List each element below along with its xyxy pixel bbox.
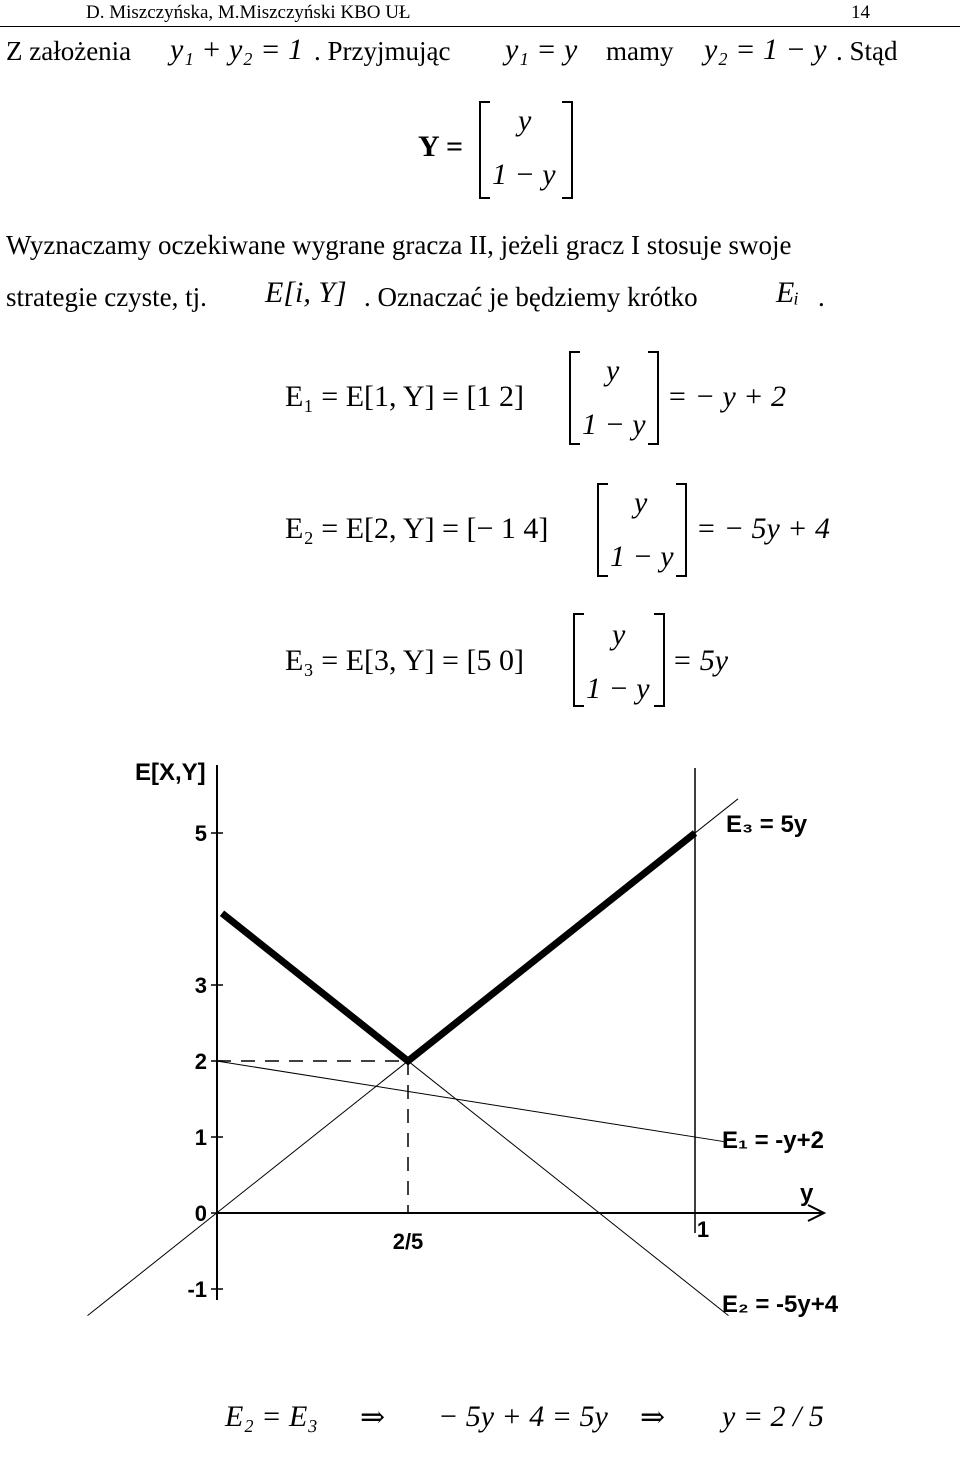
x-tick-label: 2/5 (392, 1229, 424, 1254)
legend-e3: E₃ = 5y (726, 811, 808, 838)
y-tick-label: 3 (194, 973, 207, 998)
eq-e3-vector-bottom: 1 − y (586, 672, 650, 705)
y-tick-label: 2 (194, 1049, 207, 1074)
eq-e1-vector-bottom: 1 − y (582, 408, 646, 441)
matrix-y-lhs: Y = (418, 130, 464, 163)
final-eq1: E₂ = E₃ (225, 1400, 318, 1433)
eq-e1-rhs: = − y + 2 (667, 380, 787, 413)
final-arrow-2: ⇒ (640, 1401, 666, 1434)
eq-y1-plus-y2: y₁ + y₂ = 1 (170, 33, 303, 66)
final-eq2: − 5y + 4 = 5y (438, 1400, 608, 1433)
eq-e2-vector-bottom: 1 − y (610, 540, 674, 573)
symbol-ei: Eᵢ (776, 276, 800, 309)
text-accepting: . Przyjmując (314, 36, 451, 66)
paragraph-line-b-end: . (818, 282, 825, 312)
paragraph-line-a: Wyznaczamy oczekiwane wygrane gracza II, jeżeli gracz I stosuje swoje (6, 230, 792, 260)
eq-e1-lhs: E₁ = E[1, Y] = [1 2] (285, 380, 524, 413)
game-chart (0, 740, 960, 1360)
paragraph-line-b-mid: . Oznaczać je będziemy krótko (364, 282, 698, 312)
header-authors: D. Miszczyńska, M.Miszczyński KBO UŁ (86, 2, 411, 23)
final-eq3: y = 2 / 5 (722, 1400, 824, 1433)
eq-e3-vector-top: y (612, 618, 626, 651)
text-assumption: Z założenia (6, 36, 132, 66)
series-e2-line (360, 1023, 728, 1316)
final-arrow-1: ⇒ (360, 1401, 386, 1434)
legend-e2: E₂ = -5y+4 (722, 1291, 839, 1318)
eq-y2: y₂ = 1 − y (704, 33, 827, 66)
eq-e3-lhs: E₃ = E[3, Y] = [5 0] (285, 644, 524, 677)
chart-axes (211, 765, 824, 1300)
y-tick-label: 5 (194, 821, 207, 846)
chart-ticks (187, 821, 814, 1302)
eq-e2-vector-top: y (634, 486, 648, 519)
page-number: 14 (851, 2, 870, 23)
legend-e1: E₁ = -y+2 (722, 1127, 824, 1154)
eq-e1-vector-top: y (606, 354, 620, 387)
paragraph-line-b-start: strategie czyste, tj. (6, 282, 207, 312)
eq-e3-rhs: = 5y (672, 644, 729, 677)
text-we-have: mamy (606, 36, 674, 66)
eq-e2-lhs: E₂ = E[2, Y] = [− 1 4] (285, 512, 549, 545)
expr-e-i-y: E[i, Y] (265, 276, 347, 309)
matrix-y-bottom: 1 − y (492, 158, 556, 191)
text-hence: . Stąd (836, 36, 898, 66)
matrix-y-top: y (518, 104, 532, 137)
y-tick-label: -1 (187, 1277, 207, 1302)
eq-e2-rhs: = − 5y + 4 (696, 512, 831, 545)
chart-legends (722, 811, 839, 1318)
x-tick-label: 1 (696, 1217, 710, 1242)
chart-ylabel: E[X,Y] (135, 759, 206, 786)
y-tick-label: 1 (194, 1125, 207, 1150)
chart-xlabel: y (800, 1180, 814, 1207)
eq-y1-eq-y: y₁ = y (505, 33, 578, 66)
y-tick-label: 0 (194, 1201, 207, 1226)
series-e1-line (217, 1061, 724, 1142)
upper-envelope (222, 833, 695, 1061)
